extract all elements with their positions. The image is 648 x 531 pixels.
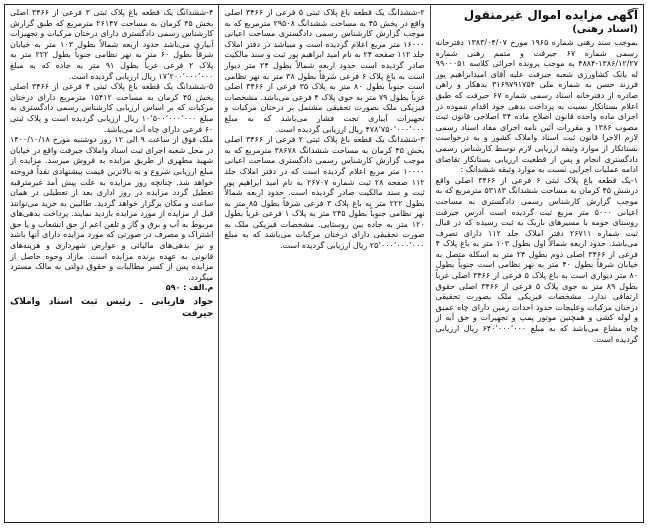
column-right — [430, 5, 643, 522]
ad-item-1: ۱-یک قطعه باغ پلاک ثبتی ۶ فرعی از ۳۴۶۶ اصلی واقع درشش ۴۵ کرمان به مساحت ششدانگ ۵۳۱۸۳ مترمربع که به موجب گزارش کارشناس رسمی دادگستری به مساحت اعیانی ۵۰۰۰ متر مربع ثبت گردیده است آدرس جیرفت روستای حومه با مسیرهای باریک به ثبت رسیده که در قبال ثبت شماره ۲۶۷۱۱ دفتر املاک جلد ۱۱۲ دارای تصرف می‌باشد. حدود اربعه شمالاً اول بطول ۱۰۳ متر به باغ پلاک ۴ فرعی از ۳۴۶۶ اصلی دوم بطول ۲۴ متر به اسکله متصل به خیابان شرقاً بطول ۴۰ متر به نهر نظامی است جنوباً بطول ۸۰ متر دیواری است به باغ پلاک ۵ فرعی از ۳۴۶۶ اصلی غرباً بطول ۸۹ متر به جوی پلاک ۵ فرعی از ۳۴۶۶ اصلی حقوق ارتفاقی ندارد. مشخصات فیزیکی ملک بصورت تحقیقی درختان مرکبات وعلیجات حدود احداث زمین دارای چاه عمیق و لوله کشی و همچنین موتور پمپ و تجهیزات و حق آبه از چاه مشاع می‌باشد که به مبلغ ۶۴۰٬۰۰۰٬۰۰۰ ریال ارزیابی گردیده است. — [435, 175, 639, 344]
ad-item-2: ۲-ششدانگ یک قطعه باغ پلاک ثبتی ۵ فرعی از ۳۴۶۶ اصلی واقع در بخش ۴۵ به مساحت ششدانگ ۲۹۵۰۸ مترمربع که به موجب گزارش کارشناس رسمی دادگستری مساحت اعیانی ۱۶۰۰۰ متر مربع اعلام گردیده است و میباشد در دفتر املاک جلد ۱۱۲ صفحه ۲۴ به نام امید ابراهیم پور ثبت و سند مالکیت صادر گردیده است حدود اربعه شمالاً بطول ۲۴ متر دیوار است به باغ پلاک ۶ فرعی شرقاً بطول ۳۸ متر به نهر نظامی است جنوباً بطول ۸۰ متر به پلاک ۳۵ فرعی از ۳۴۶۶ اصلی غرباً بطول ۷۹ متر به جوی پلاک ۴ فرعی می‌باشد. مشخصات فیزیکی ملک بصورت تحقیقی مشتمل بر درختان مرکبات و تجهیزات آبیاری تحت فشار می‌باشد که به مبلغ ۴۷۸٬۷۵۰٬۰۰۰٬۰۰۰ ریال ارزیابی گردیده است. — [224, 8, 425, 134]
ad-item-3: ۳-ششدانگ یک قطعه باغ پلاک ثبتی ۲ فرعی از ۳۴۶۶ اصلی بخش ۴۵ کرمان به مساحت ششدانگ ۳۸۶۷۸ مترمربع که به موجب گزارش کارشناس رسمی دادگستری مساحت اعیانی ۱۰۰۰۰ متر مربع اعلام گردیده است که در دفتر املاک جلد ۱۱۲ صفحه ۲۸ ثبت شماره ۲۶۷۰۷ به نام امید ابراهیم پور ثبت و سند مالکیت صادر گردیده است. حدود اربعه شمالاً بطول ۲۲۲ متر به باغ پلاک ۳ فرعی شرقاً بطول ۸۵ متر به نهر نظامی جنوباً بطول ۲۴۵ متر به پلاک ۱ فرعی غرباً بطول ۱۲۰ متر به جاده بین روستایی. مشخصات فیزیکی ملک به صورت تحقیقی دارای درختان مرکبات می‌باشد که به مبلغ ۲۵٬۰۰۰٬۰۰۰٬۰۰۰ ریال ارزیابی گردیده است. — [224, 135, 425, 251]
ad-signature: جواد فاریابی ـ رئیس ثبت اسناد واملاک جیرفت — [10, 297, 214, 320]
ad-item-4: ۴-ششدانگ یک قطعه باغ پلاک ثبتی ۳ فرعی از ۳۴۶۶ اصلی بخش ۴۵ کرمان به مساحت ۲۶۱۴۷ مترمربع که طبق گزارش کارشناس رسمی دادگستری دارای درختان مرکبات و تجهیزات آبیاری می‌باشد حدود اربعه شمالاً بطول ۱۰۳ متر به خیابان شرقاً بطول ۶۰ متر به نهر نظامی جنوباً بطول ۲۲۲ متر به پلاک ۲ فرعی غرباً بطول ۹۱ متر به جاده که به مبلغ ۱۷٬۲۰۰٬۰۰۰٬۰۰۰ ریال ارزیابی گردیده است. — [10, 8, 214, 81]
newspaper-ad — [4, 4, 644, 523]
column-left — [5, 5, 218, 522]
ad-subtitle: (اسناد رهنی) — [572, 24, 638, 35]
column-middle — [218, 5, 429, 522]
ad-intro: بموجب سند رهنی شماره ۱۹۶۵ مورخ ۱۳۸۳/۰۴/۰۷ دفترخانه رسمی شماره ۶۷ جیرفت و متمم رهنی شماره ۱۳۸۶/۱۲/۲۷-۴۸۸۴ به موجب پرونده اجرائی کلاسه ۹۹۰۰۰۵۱ له بانک کشاورزی شعبه جیرفت علیه آقای امیدابراهیم پور فرزند حسن به شماره ملی ۳۱۶۹۷۹۱۷۵۴ بدهکار و راهن صادره از دفترخانه اسناد رسمی شماره ۶۷ جیرفت که طبق اعلام بستانکار نسبت به پرداخت بدهی خود اقدام ننموده در اجرای ماده واحده قانون اصلاح ماده ۳۴ اصلاحی قانون ثبت مصوب ۱۳۸۶ و مقررات آئین نامه اجرای مفاد اسناد رسمی لازم الاجرا قانون ثبت اسناد واملاک کشور و به درخواست بستانکار از موارد وثیقه ارزیابی لازم توسط کارشناس رسمی دادگستری انجام و پس از قطعیت ارزیابی بستانکار تقاضای ادامه عملیات اجرایی نسبت به موارد وثیقه ششدانگ : — [435, 38, 639, 175]
ad-columns — [5, 5, 643, 522]
ad-number-label: م.الف : ۵۹۰ — [165, 283, 214, 293]
ad-item-5: ۵-ششدانگ یک قطعه باغ پلاک ثبتی ۴ فرعی از ۳۴۶۶ اصلی بخش ۴۵ کرمان به مساحت ۱۵۴۱۲ مترمربع دارای درختان مرکبات که بر اساس ارزیابی کارشناس رسمی دادگستری به مبلغ ۱۰٬۵۰۰٬۰۰۰٬۰۰۰ ریال ارزیابی گردیده است و پلاک ثبتی ۶۰ فرعی دارای چاه آب می‌باشد. — [10, 82, 214, 134]
ad-terms: ملک فوق از ساعت ۹ الی ۱۲ روز دوشنبه مورخ ۱۴۰۰/۱۰/۱۸ در محل شعبه اجرای ثبت اسناد واملاک جیرفت واقع در خیابان شهید مطهری از طریق مزایده به فروش میرسد. مزایده از مبلغ ارزیابی شروع و به بالاترین قیمت پیشنهادی نقداً فروخته خواهد شد. چنانچه روز مزایده به علت پیش آمد غیرمترقبه تعطیل گردد مزایده در روز اداری بعد از تعطیلی در همان ساعت و مکان برگزار خواهد گردید. طالبین به خرید می‌توانند قبل از مزایده از مورد مزایده بازدید نمایند. پرداخت بدهی‌های مربوط به آب و برق و گاز و تلفن اعم از حق انشعاب و یا حق اشتراک و مصرف در صورتی که مورد مزایده دارای آنها باشد و نیز بدهی‌های مالیاتی و عوارض شهرداری و هزینه‌های قانونی به عهده برنده مزایده است. مازاد وجوه حاصل از مزایده پس از کسر مطالبات و حقوق دولتی به مالک مسترد میگردد. — [10, 135, 214, 282]
ad-title: آگهی مزایده اموال غیرمنقول — [463, 8, 638, 22]
